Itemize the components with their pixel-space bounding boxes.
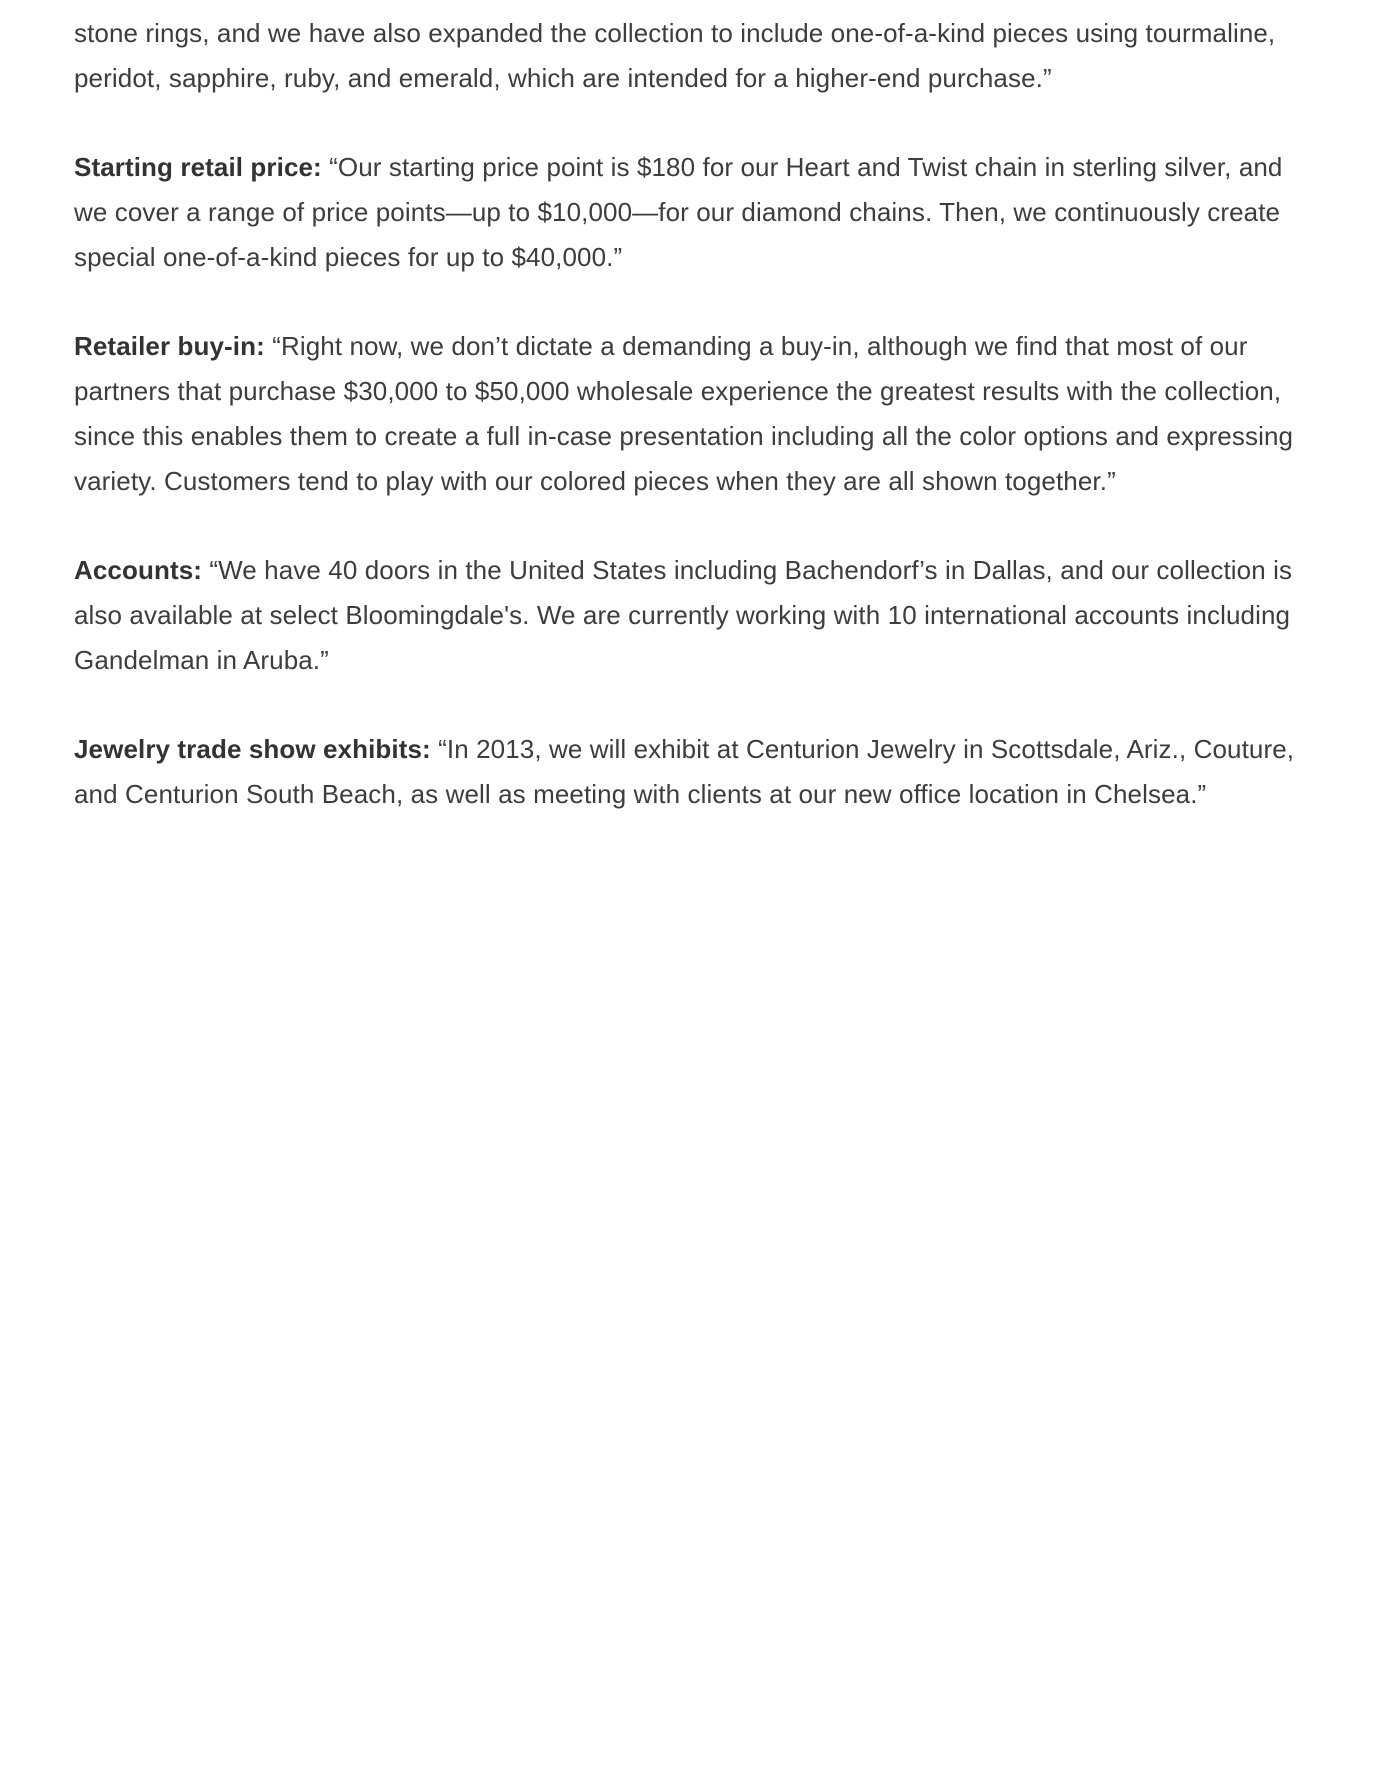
paragraph-trade-show-exhibits bbox=[74, 727, 1304, 817]
article-body bbox=[74, 11, 1304, 861]
paragraph-text: stone rings, and we have also expanded the collection to include one-of-a-kind pieces using tourmaline, peridot, sapphire, ruby, and emerald, which are intended for a higher-end purchase.” bbox=[74, 18, 1276, 93]
paragraph-lead: Starting retail price: bbox=[74, 152, 322, 182]
paragraph-text: “We have 40 doors in the United States including Bachendorf’s in Dallas, and our collection is also available at select Bloomingdale's. We are currently working with 10 international accounts including Gandelman in Aruba.” bbox=[74, 555, 1293, 675]
paragraph-lead: Jewelry trade show exhibits: bbox=[74, 734, 431, 764]
paragraph-lead: Retailer buy-in: bbox=[74, 331, 265, 361]
paragraph-text: “In 2013, we will exhibit at Centurion Jewelry in Scottsdale, Ariz., Couture, and Centurion South Beach, as well as meeting with clients at our new office location in Chelsea.” bbox=[74, 734, 1295, 809]
paragraph-text: “Our starting price point is $180 for our Heart and Twist chain in sterling silver, and we cover a range of price points—up to $10,000—for our diamond chains. Then, we continuously create special one-of-a-kind pieces for up to $40,000.” bbox=[74, 152, 1283, 272]
paragraph-lead: Accounts: bbox=[74, 555, 203, 585]
paragraph-starting-retail-price bbox=[74, 145, 1304, 280]
paragraph-accounts bbox=[74, 548, 1304, 683]
paragraph-text: “Right now, we don’t dictate a demanding a buy-in, although we find that most of our partners that purchase $30,000 to $50,000 wholesale experience the greatest results with the collection, since this enables them to create a full in-case presentation including all the color options and expressing variety. Customers tend to play with our colored pieces when they are all shown together.” bbox=[74, 331, 1294, 496]
paragraph-collection-continued bbox=[74, 11, 1304, 101]
paragraph-retailer-buy-in bbox=[74, 324, 1304, 504]
